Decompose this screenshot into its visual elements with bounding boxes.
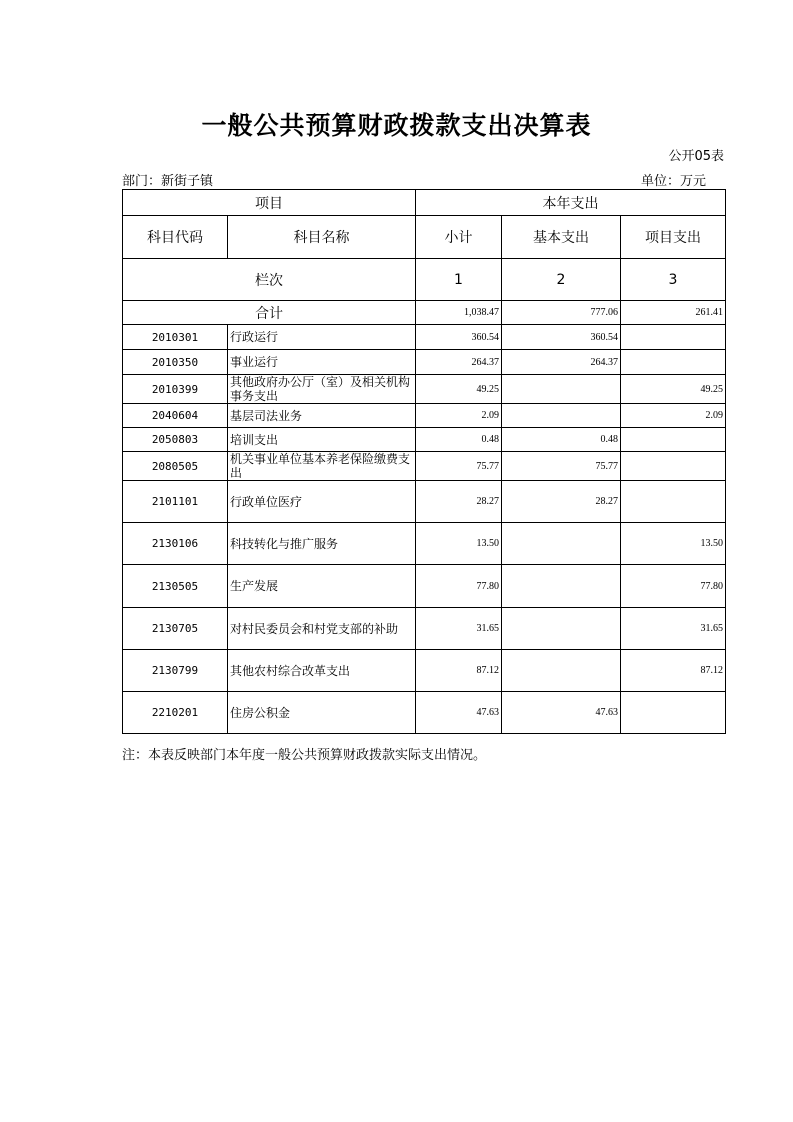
row-subtotal: 77.80 [416, 565, 502, 608]
table-row [123, 452, 726, 481]
department-label: 部门：新街子镇 [122, 174, 214, 189]
row-project [621, 692, 726, 734]
table-row [123, 650, 726, 692]
header-name: 科目名称 [228, 216, 416, 259]
table-row [123, 350, 726, 375]
row-code: 2040604 [123, 404, 228, 428]
unit-label: 单位：万元 [640, 174, 706, 189]
table-row [123, 428, 726, 452]
row-basic: 360.54 [502, 325, 621, 350]
page-title: 一般公共预算财政拨款支出决算表 [201, 111, 592, 140]
row-subtotal: 31.65 [416, 608, 502, 650]
footnote: 注：本表反映部门本年度一般公共预算财政拨款实际支出情况。 [122, 747, 487, 762]
row-basic [502, 375, 621, 404]
row-project: 13.50 [621, 523, 726, 565]
total-label: 合计 [123, 301, 416, 325]
row-basic [502, 523, 621, 565]
table-row [123, 692, 726, 734]
table-row [123, 565, 726, 608]
row-subtotal: 2.09 [416, 404, 502, 428]
row-subtotal: 47.63 [416, 692, 502, 734]
row-subtotal: 13.50 [416, 523, 502, 565]
table-row [123, 404, 726, 428]
row-name: 对村民委员会和村党支部的补助 [228, 608, 416, 650]
row-code: 2010350 [123, 350, 228, 375]
row-basic: 28.27 [502, 481, 621, 523]
total-basic: 777.06 [502, 301, 621, 325]
row-code: 2101101 [123, 481, 228, 523]
row-name: 其他政府办公厅（室）及相关机构事务支出 [228, 375, 416, 404]
table-row [123, 523, 726, 565]
row-code: 2130705 [123, 608, 228, 650]
header-item: 项目 [123, 190, 416, 216]
row-subtotal: 264.37 [416, 350, 502, 375]
row-subtotal: 87.12 [416, 650, 502, 692]
row-name: 培训支出 [228, 428, 416, 452]
row-project: 77.80 [621, 565, 726, 608]
expenditure-table [122, 189, 726, 734]
row-code: 2210201 [123, 692, 228, 734]
row-code: 2130799 [123, 650, 228, 692]
row-code: 2130505 [123, 565, 228, 608]
row-subtotal: 0.48 [416, 428, 502, 452]
row-project: 2.09 [621, 404, 726, 428]
header-row-1 [123, 190, 726, 216]
row-basic: 264.37 [502, 350, 621, 375]
row-name: 生产发展 [228, 565, 416, 608]
row-project [621, 428, 726, 452]
row-code: 2010301 [123, 325, 228, 350]
table-row [123, 608, 726, 650]
row-basic [502, 404, 621, 428]
row-subtotal: 49.25 [416, 375, 502, 404]
column-label: 栏次 [123, 259, 416, 301]
column-number-row [123, 259, 726, 301]
row-name: 机关事业单位基本养老保险缴费支出 [228, 452, 416, 481]
row-code: 2080505 [123, 452, 228, 481]
row-name: 行政运行 [228, 325, 416, 350]
row-code: 2050803 [123, 428, 228, 452]
row-project [621, 350, 726, 375]
row-basic: 0.48 [502, 428, 621, 452]
row-project: 31.65 [621, 608, 726, 650]
row-code: 2010399 [123, 375, 228, 404]
row-project [621, 452, 726, 481]
row-name: 事业运行 [228, 350, 416, 375]
row-basic: 75.77 [502, 452, 621, 481]
row-name: 其他农村综合改革支出 [228, 650, 416, 692]
table-row [123, 375, 726, 404]
row-basic [502, 650, 621, 692]
row-name: 行政单位医疗 [228, 481, 416, 523]
row-code: 2130106 [123, 523, 228, 565]
header-row-2 [123, 216, 726, 259]
header-subtotal: 小计 [416, 216, 502, 259]
row-name: 基层司法业务 [228, 404, 416, 428]
column-number-1: 1 [416, 259, 502, 301]
row-project: 87.12 [621, 650, 726, 692]
row-project [621, 325, 726, 350]
table-row [123, 325, 726, 350]
table-row [123, 481, 726, 523]
row-project: 49.25 [621, 375, 726, 404]
column-number-2: 2 [502, 259, 621, 301]
row-basic: 47.63 [502, 692, 621, 734]
total-subtotal: 1,038.47 [416, 301, 502, 325]
total-row [123, 301, 726, 325]
row-name: 科技转化与推广服务 [228, 523, 416, 565]
header-basic: 基本支出 [502, 216, 621, 259]
total-project: 261.41 [621, 301, 726, 325]
header-project: 项目支出 [621, 216, 726, 259]
row-subtotal: 28.27 [416, 481, 502, 523]
form-number: 公开05表 [668, 149, 724, 164]
row-project [621, 481, 726, 523]
column-number-3: 3 [621, 259, 726, 301]
header-code: 科目代码 [123, 216, 228, 259]
row-basic [502, 565, 621, 608]
row-subtotal: 360.54 [416, 325, 502, 350]
header-current-year: 本年支出 [416, 190, 726, 216]
row-subtotal: 75.77 [416, 452, 502, 481]
row-name: 住房公积金 [228, 692, 416, 734]
row-basic [502, 608, 621, 650]
